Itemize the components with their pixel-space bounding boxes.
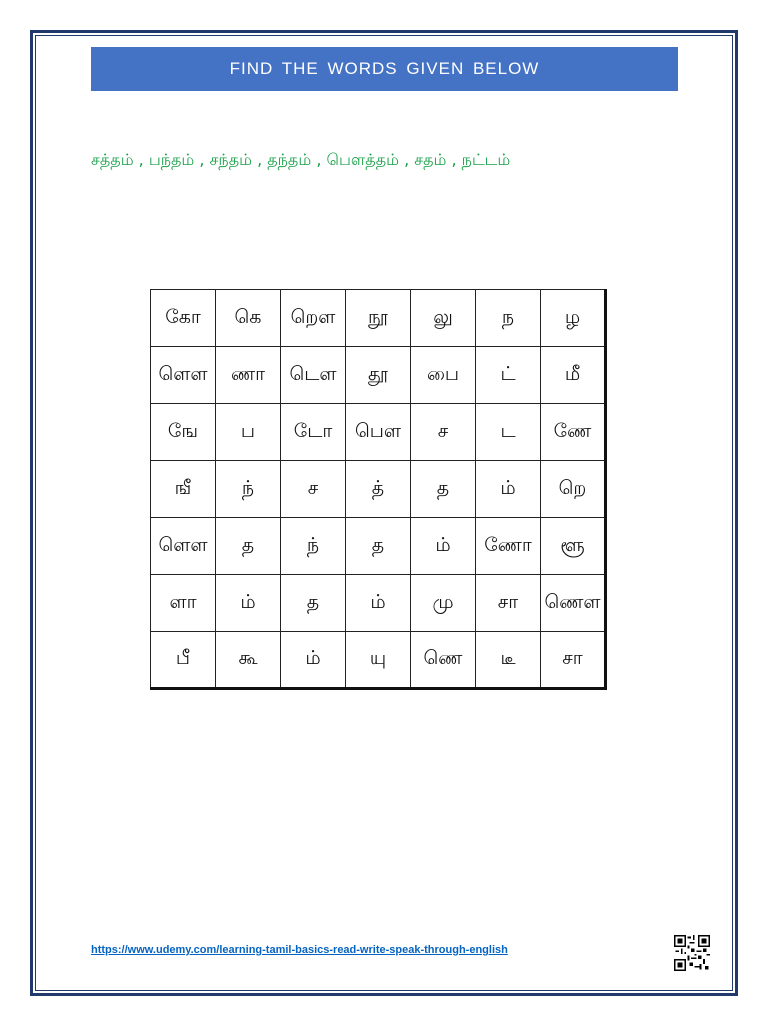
grid-cell: ணோ <box>476 518 541 575</box>
grid-row <box>151 518 606 575</box>
grid-cell: ம் <box>411 518 476 575</box>
grid-cell: ஙே <box>151 404 216 461</box>
grid-cell: நூ <box>346 290 411 347</box>
grid-cell: ட <box>476 404 541 461</box>
grid-cell: த் <box>346 461 411 518</box>
grid-cell: மு <box>411 575 476 632</box>
grid-row <box>151 290 606 347</box>
title-banner <box>91 47 678 91</box>
grid-cell: ட் <box>476 347 541 404</box>
grid-cell: த <box>346 518 411 575</box>
grid-cell: ளௌ <box>151 518 216 575</box>
grid-cell: றௌ <box>281 290 346 347</box>
grid-cell: ணெ <box>411 632 476 689</box>
grid-cell: மீ <box>541 347 606 404</box>
grid-cell: பீ <box>151 632 216 689</box>
grid-cell: த <box>281 575 346 632</box>
grid-row <box>151 575 606 632</box>
grid-cell: ளூ <box>541 518 606 575</box>
grid-cell: சா <box>476 575 541 632</box>
grid-row <box>151 404 606 461</box>
grid-cell: டௌ <box>281 347 346 404</box>
grid-cell: ம் <box>346 575 411 632</box>
grid-cell: றெ <box>541 461 606 518</box>
grid-row <box>151 461 606 518</box>
grid-cell: கூ <box>216 632 281 689</box>
grid-cell: ந <box>476 290 541 347</box>
grid-cell: பை <box>411 347 476 404</box>
grid-cell: ந் <box>281 518 346 575</box>
grid-cell: ம் <box>216 575 281 632</box>
grid-cell: ணௌ <box>541 575 606 632</box>
grid-cell: ளா <box>151 575 216 632</box>
grid-cell: கோ <box>151 290 216 347</box>
grid-cell: ணா <box>216 347 281 404</box>
grid-cell: லு <box>411 290 476 347</box>
grid-cell: டீ <box>476 632 541 689</box>
grid-cell: த <box>411 461 476 518</box>
grid-row <box>151 632 606 689</box>
grid-cell: ந் <box>216 461 281 518</box>
grid-cell: தூ <box>346 347 411 404</box>
grid-cell: ச <box>411 404 476 461</box>
grid-cell: ப <box>216 404 281 461</box>
grid-cell: யு <box>346 632 411 689</box>
grid-cell: ழ <box>541 290 606 347</box>
grid-cell: சா <box>541 632 606 689</box>
word-list: சத்தம் , பந்தம் , சந்தம் , தந்தம் , பௌத்தம் , சதம் , நட்டம் <box>91 150 511 169</box>
grid-cell: ச <box>281 461 346 518</box>
grid-cell: ளௌ <box>151 347 216 404</box>
grid-cell: டோ <box>281 404 346 461</box>
grid-row <box>151 347 606 404</box>
grid-cell: ஙீ <box>151 461 216 518</box>
grid-cell: த <box>216 518 281 575</box>
page-title: FIND THE WORDS GIVEN BELOW <box>229 59 540 78</box>
udemy-course-link[interactable]: https://www.udemy.com/learning-tamil-basics-read-write-speak-through-english <box>91 944 508 956</box>
grid-cell: கெ <box>216 290 281 347</box>
grid-cell: பௌ <box>346 404 411 461</box>
grid-cell: ம் <box>281 632 346 689</box>
qr-code-icon <box>674 935 710 971</box>
grid-cell: ணே <box>541 404 606 461</box>
word-search-grid <box>150 289 607 690</box>
grid-cell: ம் <box>476 461 541 518</box>
